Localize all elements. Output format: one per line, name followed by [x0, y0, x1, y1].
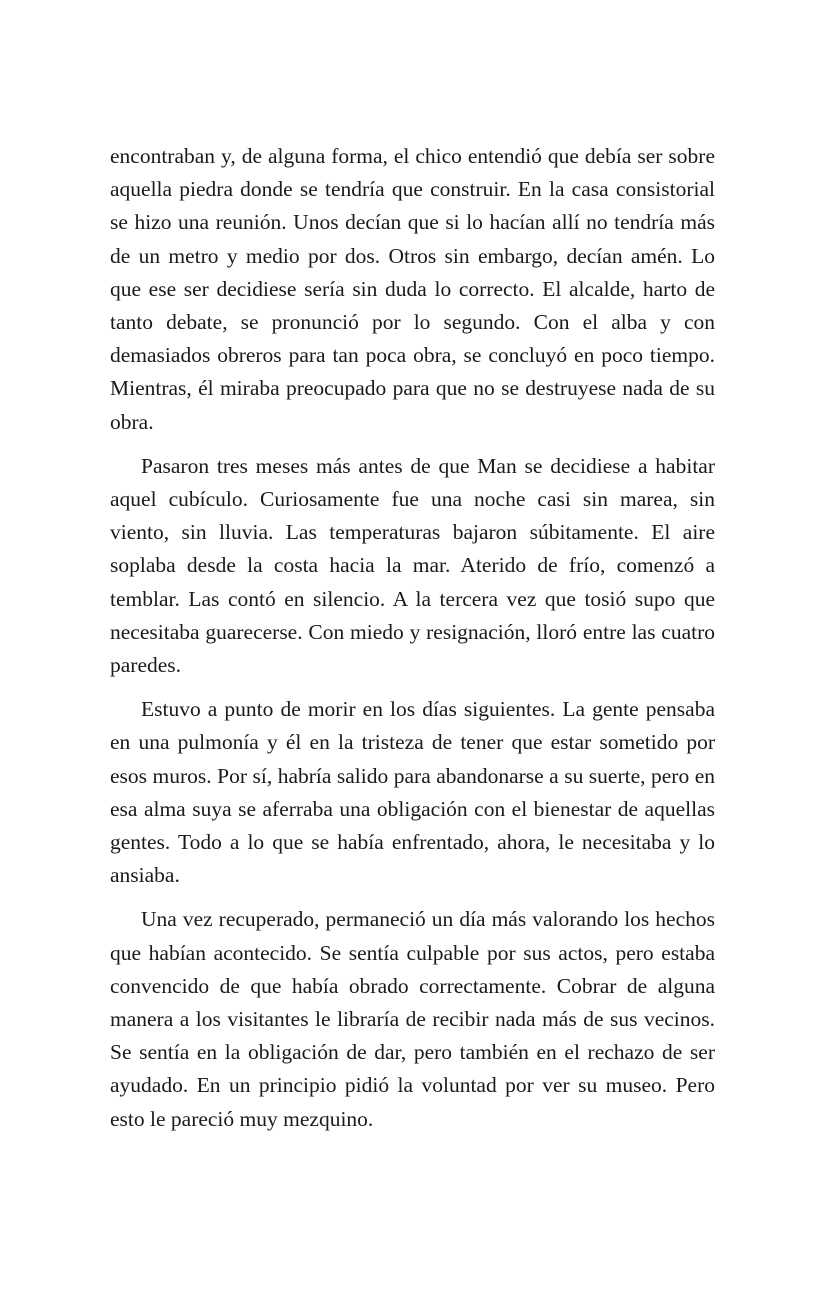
paragraph-1: encontraban y, de alguna forma, el chico entendió que debía ser sobre aquella piedra donde se tendría que construir. En la casa consistorial se hizo una reunión. Unos decían que si lo hacían allí no tendría más de un metro y medio por dos. Otros sin embargo, decían amén. Lo que ese ser decidiese sería sin duda lo correcto. El alcalde, harto de tanto debate, se pronunció por lo segundo. Con el alba y con demasiados obreros para tan poca obra, se concluyó en poco tiempo. Mientras, él miraba preocupado para que no se destruyese nada de su obra. — [110, 144, 715, 434]
paragraph-2: Pasaron tres meses más antes de que Man se decidiese a habitar aquel cubículo. Curiosamente fue una noche casi sin marea, sin viento, sin lluvia. Las temperaturas bajaron súbitamente. El aire soplaba desde la costa hacia la mar. Aterido de frío, comenzó a temblar. Las contó en silencio. A la tercera vez que tosió supo que necesitaba guarecerse. Con miedo y resignación, lloró entre las cuatro paredes. — [110, 453, 715, 678]
body-text — [110, 140, 715, 1147]
paragraph-3: Estuvo a punto de morir en los días siguientes. La gente pensaba en una pulmonía y él en la tristeza de tener que estar sometido por esos muros. Por sí, habría salido para abandonarse a su suerte, pero en esa alma suya se aferraba una obligación con el bienestar de aquellas gentes. Todo a lo que se había enfrentado, ahora, le necesitaba y lo ansiaba. — [110, 697, 715, 888]
paragraph-4: Una vez recuperado, permaneció un día más valorando los hechos que habían acontecido. Se sentía culpable por sus actos, pero estaba convencido de que había obrado correctamente. Cobrar de alguna manera a los visitantes le libraría de recibir nada más de sus vecinos. Se sentía en la obligación de dar, pero también en el rechazo de ser ayudado. En un principio pidió la voluntad por ver su museo. Pero esto le pareció muy mezquino. — [110, 907, 715, 1131]
